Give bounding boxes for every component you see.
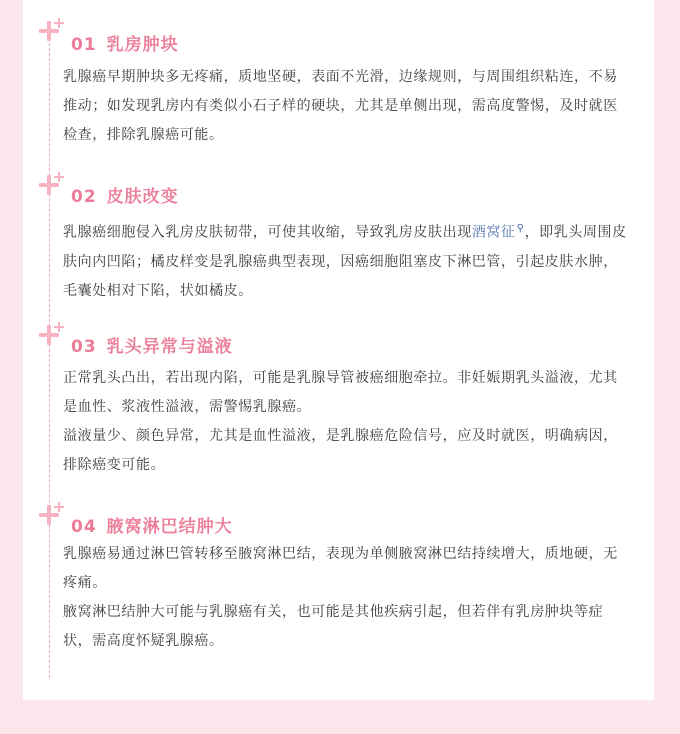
plus-icon <box>39 502 69 532</box>
section-number: 02 <box>71 187 97 207</box>
section-heading <box>71 332 233 357</box>
dimple-sign-link[interactable]: 酒窝征 <box>471 224 516 241</box>
section-body <box>63 364 631 480</box>
section-body <box>63 214 631 306</box>
section-heading <box>71 30 179 55</box>
section-number: 03 <box>71 337 97 357</box>
section-heading <box>71 182 179 207</box>
article-card <box>23 0 654 700</box>
section-title: 皮肤改变 <box>106 187 179 207</box>
section-title: 腋窝淋巴结肿大 <box>106 517 233 537</box>
section-title: 乳房肿块 <box>106 35 179 55</box>
paragraph: 乳腺癌易通过淋巴管转移至腋窝淋巴结，表现为单侧腋窝淋巴结持续增大，质地硬，无疼痛。 <box>63 546 618 591</box>
section-body <box>63 63 631 150</box>
paragraph-text: ，即乳头周围皮肤向内凹陷；橘皮样变是乳腺癌典型表现，因癌细胞阻塞皮下淋巴管，引起皮肤水肿，毛囊处相对下陷，状如橘皮。 <box>63 224 627 299</box>
plus-icon <box>39 172 69 202</box>
timeline-dashed-line <box>49 38 50 678</box>
paragraph: 溢液量少、颜色异常，尤其是血性溢液，是乳腺癌危险信号，应及时就医，明确病因，排除癌变可能。 <box>63 428 618 473</box>
section-title: 乳头异常与溢液 <box>106 337 233 357</box>
paragraph: 腋窝淋巴结肿大可能与乳腺癌有关，也可能是其他疾病引起，但若伴有乳房肿块等症状，需高度怀疑乳腺癌。 <box>63 604 604 649</box>
section-heading <box>71 512 233 537</box>
paragraph <box>63 214 631 306</box>
section-body <box>63 540 631 656</box>
paragraph-text: 乳腺癌细胞侵入乳房皮肤韧带，可使其收缩，导致乳房皮肤出现 <box>63 224 472 241</box>
plus-icon <box>39 18 69 48</box>
section-number: 01 <box>71 35 97 55</box>
paragraph: 正常乳头凸出，若出现内陷，可能是乳腺导管被癌细胞牵拉。非妊娠期乳头溢液，尤其是血性、浆液性溢液，需警惕乳腺癌。 <box>63 370 618 415</box>
section-number: 04 <box>71 517 97 537</box>
plus-icon <box>39 322 69 352</box>
search-icon[interactable]: ⚲ <box>516 223 525 234</box>
paragraph: 乳腺癌早期肿块多无疼痛，质地坚硬，表面不光滑，边缘规则，与周围组织粘连，不易推动；如发现乳房内有类似小石子样的硬块，尤其是单侧出现，需高度警惕，及时就医检查，排除乳腺癌可能。 <box>63 69 618 143</box>
